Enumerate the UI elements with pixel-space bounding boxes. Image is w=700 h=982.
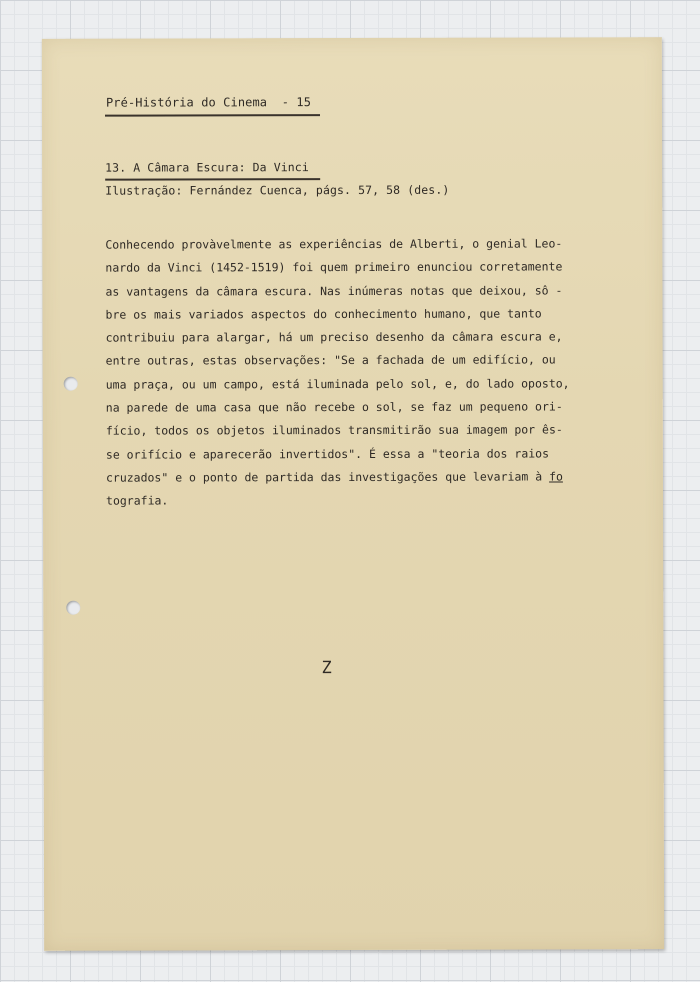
page-header: Pré-História do Cinema - 15 — [105, 95, 312, 110]
underlined-text: fo — [549, 469, 563, 484]
body-paragraph — [105, 236, 656, 517]
page-mark: Z — [321, 658, 332, 679]
text-line: nardo da Vinci (1452-1519) foi quem primeiro enunciou corretamente — [105, 259, 563, 275]
text-line: tografia. — [105, 493, 169, 508]
text-line: fício, todos os objetos iluminados transmitirão sua imagem por ês- — [105, 422, 563, 439]
section-title-underline — [105, 178, 320, 181]
text-line: Conhecendo provàvelmente as experiências de Alberti, o genial Leo- — [105, 236, 563, 252]
text-line: bre os mais variados aspectos do conhecimento humano, que tanto — [105, 306, 542, 322]
text-line — [106, 469, 656, 494]
illustration-reference: Ilustração: Fernández Cuenca, págs. 57, 58 (des.) — [105, 182, 450, 198]
punch-hole — [64, 377, 78, 391]
text-line: na parede de uma casa que não recebe o sol, se faz um pequeno ori- — [105, 399, 563, 415]
text-line: se orifício e aparecerão invertidos". É essa a "teoria dos raios — [105, 446, 550, 462]
text-line: uma praça, ou um campo, está iluminada pelo sol, e, do lado oposto, — [105, 376, 570, 392]
text-line-part: cruzados" e o ponto de partida das investigações que levariam à — [105, 469, 550, 485]
section-title: 13. A Câmara Escura: Da Vinci — [105, 160, 309, 175]
text-line: as vantagens da câmara escura. Nas inúmeras notas que deixou, sô - — [105, 283, 563, 299]
text-line: contribuiu para alargar, há um preciso desenho da câmara escura e, — [105, 329, 563, 345]
text-line: entre outras, estas observações: "Se a fachada de um edifício, ou — [105, 352, 556, 369]
header-underline — [105, 114, 320, 117]
punch-hole — [66, 601, 80, 615]
paper-sheet — [42, 37, 664, 951]
